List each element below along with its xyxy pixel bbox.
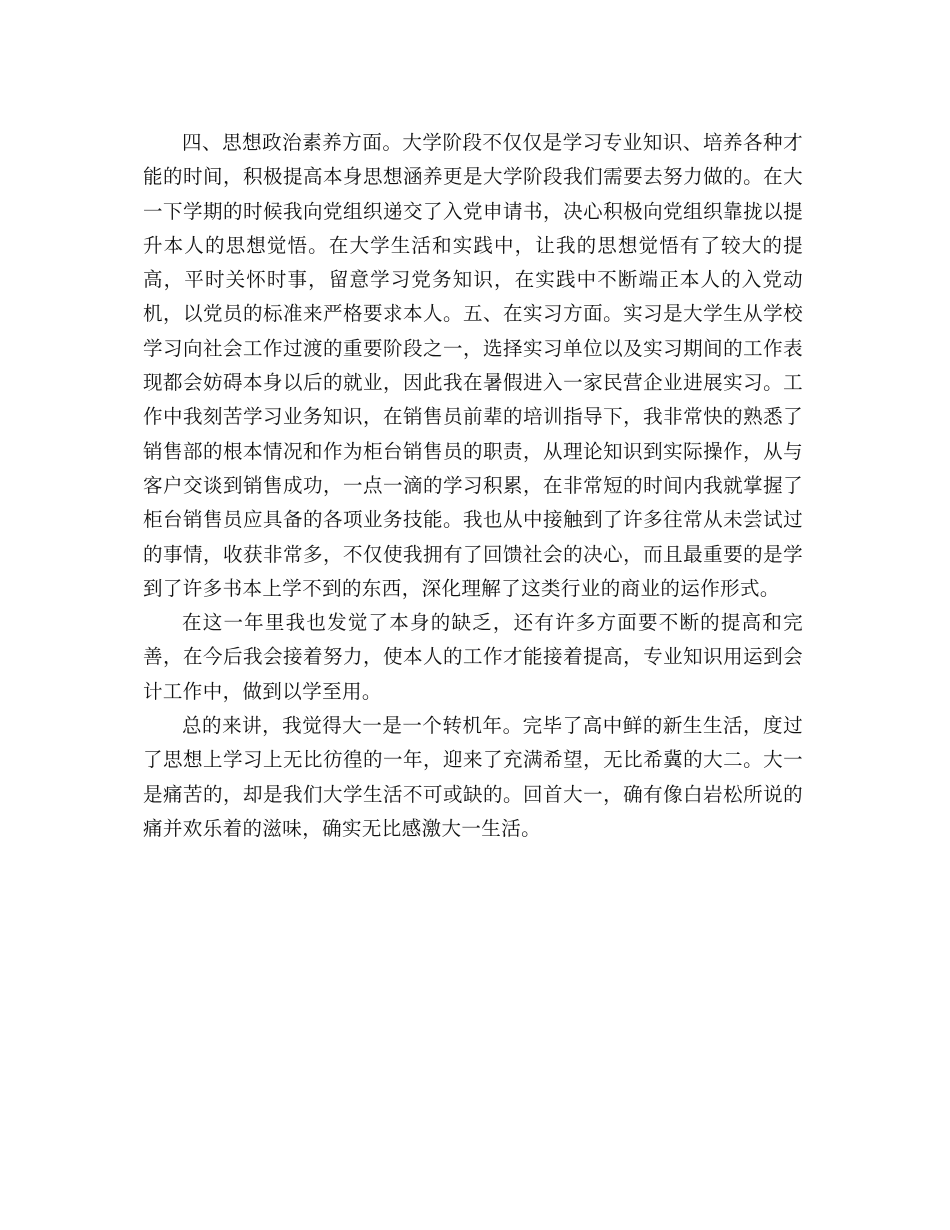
paragraph-summary: 总的来讲，我觉得大一是一个转机年。完毕了高中鲜的新生生活，度过了思想上学习上无比彷徨的一年，迎来了充满希望，无比希冀的大二。大一是痛苦的，却是我们大学生活不可或缺的。回首大一，确有像白岩松所说的痛并欢乐着的滋味，确实无比感激大一生活。 — [143, 714, 803, 840]
paragraph-political-and-internship: 四、思想政治素养方面。大学阶段不仅仅是学习专业知识、培养各种才能的时间，积极提高本身思想涵养更是大学阶段我们需要去努力做的。在大一下学期的时候我向党组织递交了入党申请书，决心积极向党组织靠拢以提升本人的思想觉悟。在大学生活和实践中，让我的思想觉悟有了较大的提高，平时关怀时事，留意学习党务知识，在实践中不断端正本人的入党动机，以党员的标准来严格要求本人。五、在实习方面。实习是大学生从学校学习向社会工作过渡的重要阶段之一，选择实习单位以及实习期间的工作表现都会妨碍本身以后的就业，因此我在暑假进入一家民营企业进展实习。工作中我刻苦学习业务知识，在销售员前辈的培训指导下，我非常快的熟悉了销售部的根本情况和作为柜台销售员的职责，从理论知识到实际操作，从与客户交谈到销售成功，一点一滴的学习积累，在非常短的时间内我就掌握了柜台销售员应具备的各项业务技能。我也从中接触到了许多往常从未尝试过的事情，收获非常多，不仅使我拥有了回馈社会的决心，而且最重要的是学到了许多书本上学不到的东西，深化理解了这类行业的商业的运作形式。 — [143, 131, 803, 600]
paragraph-shortcomings: 在这一年里我也发觉了本身的缺乏，还有许多方面要不断的提高和完善，在今后我会接着努力，使本人的工作才能接着提高，专业知识用运到会计工作中，做到以学至用。 — [143, 611, 803, 703]
document-body — [143, 126, 803, 846]
